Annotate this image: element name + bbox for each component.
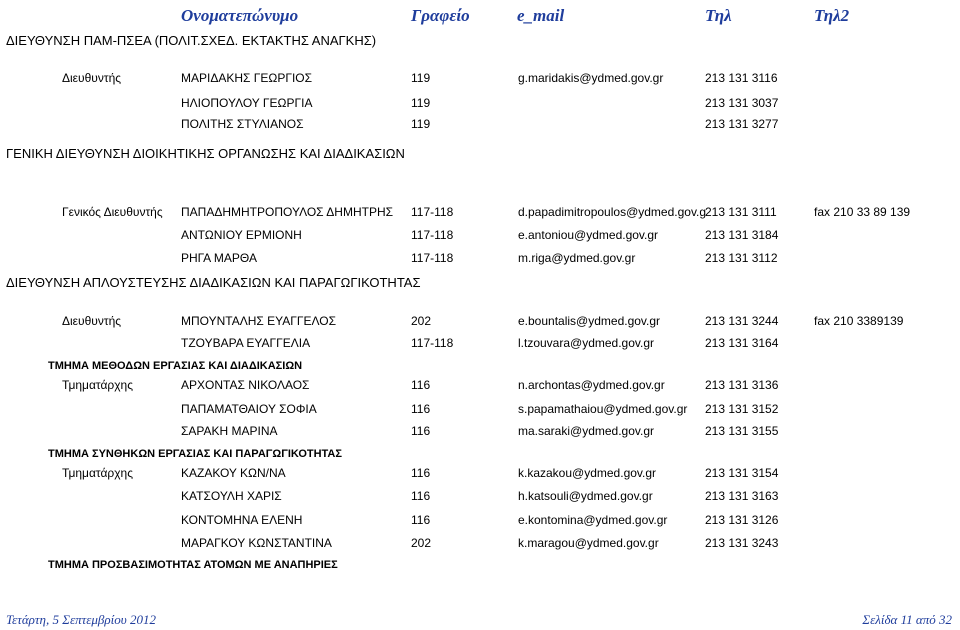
row-tel: 213 131 3126 (705, 513, 779, 527)
row-tel: 213 131 3116 (705, 71, 778, 85)
row-email-link[interactable]: l.tzouvara@ydmed.gov.gr (518, 336, 655, 350)
row-office: 119 (411, 71, 431, 85)
row-email-link[interactable]: m.riga@ydmed.gov.gr (518, 251, 636, 265)
header-email: e_mail (517, 6, 565, 25)
row-office: 116 (411, 489, 431, 503)
row-office: 119 (411, 96, 431, 110)
row-name: ΠΑΠΑΜΑΤΘΑΙΟΥ ΣΟΦΙΑ (181, 402, 317, 416)
row-name: ΡΗΓΑ ΜΑΡΘΑ (181, 251, 257, 265)
footer-date: Τετάρτη, 5 Σεπτεμβρίου 2012 (6, 612, 156, 627)
header-name: Ονοματεπώνυμο (181, 6, 299, 25)
row-email-link[interactable]: e.antoniou@ydmed.gov.gr (518, 228, 659, 242)
row-office: 116 (411, 402, 431, 416)
row-office: 117-118 (411, 228, 454, 242)
section-title: ΔΙΕΥΘΥΝΣΗ ΠΑΜ-ΠΣΕΑ (ΠΟΛΙΤ.ΣΧΕΔ. ΕΚΤΑΚΤΗΣ ΑΝΑΓΚΗΣ) (6, 33, 377, 48)
row-tel: 213 131 3164 (705, 336, 779, 350)
row-name: ΑΝΤΩΝΙΟΥ ΕΡΜΙΟΝΗ (181, 228, 302, 242)
row-tel: 213 131 3155 (705, 424, 779, 438)
row-role: Τμηματάρχης (62, 466, 133, 480)
row-tel: 213 131 3152 (705, 402, 779, 416)
row-name: ΠΑΠΑΔΗΜΗΤΡΟΠΟΥΛΟΣ ΔΗΜΗΤΡΗΣ (181, 205, 394, 219)
row-name: ΑΡΧΟΝΤΑΣ ΝΙΚΟΛΑΟΣ (181, 378, 310, 392)
header-tel2: Τηλ2 (814, 6, 850, 25)
row-email-link[interactable]: e.bountalis@ydmed.gov.gr (518, 314, 661, 328)
row-email-link[interactable]: ma.saraki@ydmed.gov.gr (518, 424, 655, 438)
row-tel: 213 131 3244 (705, 314, 779, 328)
row-name: ΠΟΛΙΤΗΣ ΣΤΥΛΙΑΝΟΣ (181, 117, 304, 131)
row-tel: 213 131 3111 (705, 205, 777, 219)
row-tel: 213 131 3163 (705, 489, 779, 503)
row-email-link[interactable]: s.papamathaiou@ydmed.gov.gr (518, 402, 688, 416)
row-office: 202 (411, 314, 432, 328)
section-title: ΔΙΕΥΘΥΝΣΗ ΑΠΛΟΥΣΤΕΥΣΗΣ ΔΙΑΔΙΚΑΣΙΩΝ ΚΑΙ ΠΑΡΑΓΩΓΙΚΟΤΗΤΑΣ (6, 275, 421, 290)
row-name: ΚΟΝΤΟΜΗΝΑ ΕΛΕΝΗ (181, 513, 303, 527)
row-name: ΜΑΡΑΓΚΟΥ ΚΩΝΣΤΑΝΤΙΝΑ (181, 536, 332, 550)
row-name: ΜΠΟΥΝΤΑΛΗΣ ΕΥΑΓΓΕΛΟΣ (181, 314, 337, 328)
row-email-link[interactable]: h.katsouli@ydmed.gov.gr (518, 489, 653, 503)
row-email-link[interactable]: e.kontomina@ydmed.gov.gr (518, 513, 668, 527)
subsection-title: ΤΜΗΜΑ ΠΡΟΣΒΑΣΙΜΟΤΗΤΑΣ ΑΤΟΜΩΝ ΜΕ ΑΝΑΠΗΡΙΕΣ (48, 559, 338, 571)
header-office: Γραφείο (411, 6, 470, 25)
row-role: Διευθυντής (62, 71, 122, 85)
row-name: ΜΑΡΙΔΑΚΗΣ ΓΕΩΡΓΙΟΣ (181, 71, 313, 85)
row-office: 117-118 (411, 336, 454, 350)
row-office: 116 (411, 424, 431, 438)
row-office: 117-118 (411, 205, 454, 219)
row-office: 116 (411, 513, 431, 527)
row-tel: 213 131 3037 (705, 96, 779, 110)
row-name: ΤΖΟΥΒΑΡΑ ΕΥΑΓΓΕΛΙΑ (181, 336, 311, 350)
row-tel: 213 131 3184 (705, 228, 779, 242)
section-title: ΓΕΝΙΚΗ ΔΙΕΥΘΥΝΣΗ ΔΙΟΙΚΗΤΙΚΗΣ ΟΡΓΑΝΩΣΗΣ ΚΑΙ ΔΙΑΔΙΚΑΣΙΩΝ (6, 146, 405, 161)
row-email-link[interactable]: g.maridakis@ydmed.gov.gr (518, 71, 664, 85)
row-tel: 213 131 3277 (705, 117, 779, 131)
row-name: ΚΑΤΣΟΥΛΗ ΧΑΡΙΣ (181, 489, 282, 503)
row-tel: 213 131 3136 (705, 378, 779, 392)
row-role: Τμηματάρχης (62, 378, 133, 392)
row-tel: 213 131 3154 (705, 466, 779, 480)
row-office: 117-118 (411, 251, 454, 265)
row-fax: fax 210 33 89 139 (814, 205, 911, 219)
subsection-title: ΤΜΗΜΑ ΜΕΘΟΔΩΝ ΕΡΓΑΣΙΑΣ ΚΑΙ ΔΙΑΔΙΚΑΣΙΩΝ (48, 360, 303, 372)
row-role: Γενικός Διευθυντής (62, 205, 163, 219)
footer-page-number: Σελίδα 11 από 32 (862, 612, 952, 627)
row-office: 116 (411, 378, 431, 392)
subsection-title: ΤΜΗΜΑ ΣΥΝΘΗΚΩΝ ΕΡΓΑΣΙΑΣ ΚΑΙ ΠΑΡΑΓΩΓΙΚΟΤΗΤΑΣ (48, 448, 342, 460)
row-email-link[interactable]: k.kazakou@ydmed.gov.gr (518, 466, 657, 480)
row-tel: 213 131 3112 (705, 251, 778, 265)
row-name: ΗΛΙΟΠΟΥΛΟΥ ΓΕΩΡΓΙΑ (181, 96, 313, 110)
row-name: ΚΑΖΑΚΟΥ ΚΩΝ/ΝΑ (181, 466, 286, 480)
row-email-link[interactable]: n.archontas@ydmed.gov.gr (518, 378, 665, 392)
header-tel: Τηλ (705, 6, 732, 25)
row-name: ΣΑΡΑΚΗ ΜΑΡΙΝΑ (181, 424, 278, 438)
row-tel: 213 131 3243 (705, 536, 779, 550)
row-role: Διευθυντής (62, 314, 122, 328)
row-email-link[interactable]: k.maragou@ydmed.gov.gr (518, 536, 659, 550)
row-office: 202 (411, 536, 432, 550)
row-office: 119 (411, 117, 431, 131)
row-email-link[interactable]: d.papadimitropoulos@ydmed.gov.g (518, 205, 707, 219)
row-fax: fax 210 3389139 (814, 314, 904, 328)
row-office: 116 (411, 466, 431, 480)
